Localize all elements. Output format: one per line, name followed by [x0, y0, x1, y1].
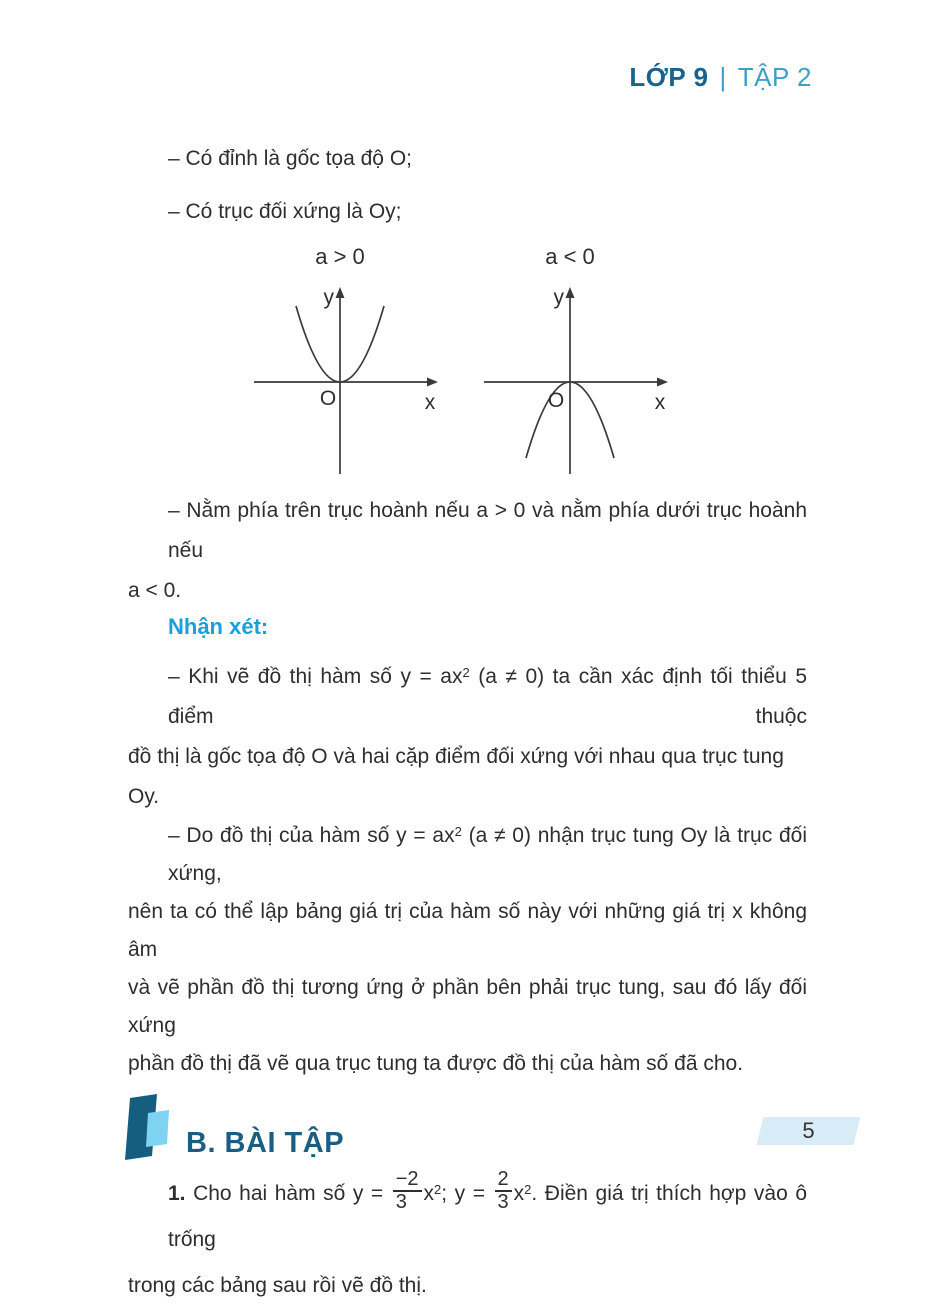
condition-label-left: a > 0 [315, 244, 365, 269]
section-heading-row [121, 1095, 807, 1161]
exercise-text-2: ; y = [441, 1182, 493, 1205]
y-axis-arrow-icon [566, 287, 575, 298]
parabola-figures [240, 244, 807, 479]
fraction-numerator: 2 [497, 1168, 509, 1191]
exercise-text-3: . Điền giá trị thích hợp vào ô trống [168, 1182, 808, 1251]
exponent: 2 [454, 824, 462, 839]
page-number-badge [760, 1117, 857, 1145]
exercise-1 [128, 1168, 808, 1309]
y-axis-arrow-icon [336, 287, 345, 298]
x-axis-arrow-icon [427, 378, 438, 387]
figure-a-negative [470, 244, 670, 479]
variable-x: x [423, 1182, 435, 1205]
origin-label: O [319, 387, 337, 410]
remark-p2-line1-pre: – Do đồ thị của hàm số y = ax [168, 824, 455, 847]
volume-label: TẬP 2 [737, 62, 812, 92]
fraction-two-thirds [495, 1169, 512, 1213]
remark-p1-line-2: đồ thị là gốc tọa độ O và hai cặp điểm đối xứng với nhau qua trục tung Oy. [128, 745, 784, 808]
remark-paragraph-2 [128, 817, 807, 1083]
page-number: 5 [802, 1118, 815, 1143]
remark-heading: Nhận xét: [168, 614, 269, 639]
condition-label-right: a < 0 [545, 244, 595, 269]
fraction-denominator: 3 [393, 1190, 422, 1213]
remark-p1-line1-pre: – Khi vẽ đồ thị hàm số y = ax [168, 665, 463, 688]
figure-a-positive [240, 244, 440, 479]
x-axis-label: x [424, 391, 436, 414]
y-axis-label: y [553, 286, 564, 309]
x-axis-label: x [654, 391, 666, 414]
origin-label: O [547, 389, 565, 412]
parabola-graph-up [240, 284, 440, 479]
grade-label: LỚP 9 [629, 62, 709, 92]
remark-p2-line-1 [128, 817, 807, 893]
parabola-graph-down [470, 284, 670, 479]
remark-p2-line1-post: (a ≠ 0) nhận trục tung Oy là trục đối xứng, [168, 824, 807, 885]
exercise-text-1: Cho hai hàm số y = [185, 1182, 391, 1205]
remark-p2-line-4: phần đồ thị đã vẽ qua trục tung ta được đồ thị của hàm số đã cho. [128, 1052, 744, 1075]
property-item-vertex: – Có đỉnh là gốc tọa độ O; [168, 147, 412, 170]
bookmark-icon [121, 1093, 173, 1161]
exercise-line-1 [128, 1168, 808, 1263]
exercise-line-2: trong các bảng sau rồi vẽ đồ thị. [128, 1274, 427, 1297]
remark-p1-line-1 [128, 657, 807, 737]
exercise-number: 1. [168, 1182, 186, 1205]
exponent: 2 [524, 1182, 532, 1197]
note-line-1: – Nằm phía trên trục hoành nếu a > 0 và nằm phía dưới trục hoành nếu [168, 499, 807, 562]
fraction-neg-two-thirds [393, 1169, 422, 1213]
section-title: B. BÀI TẬP [186, 1127, 345, 1159]
fraction-denominator: 3 [495, 1190, 512, 1213]
fraction-numerator: −2 [395, 1168, 419, 1191]
y-axis-label: y [323, 286, 334, 309]
remark-p2-line-2: nên ta có thể lập bảng giá trị của hàm số này với những giá trị x không âm [128, 900, 807, 961]
header-separator: | [719, 62, 727, 92]
note-line-2: a < 0. [128, 579, 182, 602]
property-item-axis: – Có trục đối xứng là Oy; [168, 200, 402, 223]
remark-p2-line-3: và vẽ phần đồ thị tương ứng ở phần bên phải trục tung, sau đó lấy đối xứng [128, 976, 807, 1037]
exponent: 2 [462, 665, 470, 680]
x-axis-arrow-icon [657, 378, 668, 387]
position-note-paragraph [128, 491, 807, 611]
bookmark-icon-light-shape [146, 1110, 169, 1147]
exponent: 2 [434, 1182, 442, 1197]
remark-p1-line1-post: (a ≠ 0) ta cần xác định tối thiểu 5 điểm thuộc [168, 665, 807, 728]
variable-x: x [513, 1182, 525, 1205]
remark-paragraph-1 [128, 657, 807, 817]
